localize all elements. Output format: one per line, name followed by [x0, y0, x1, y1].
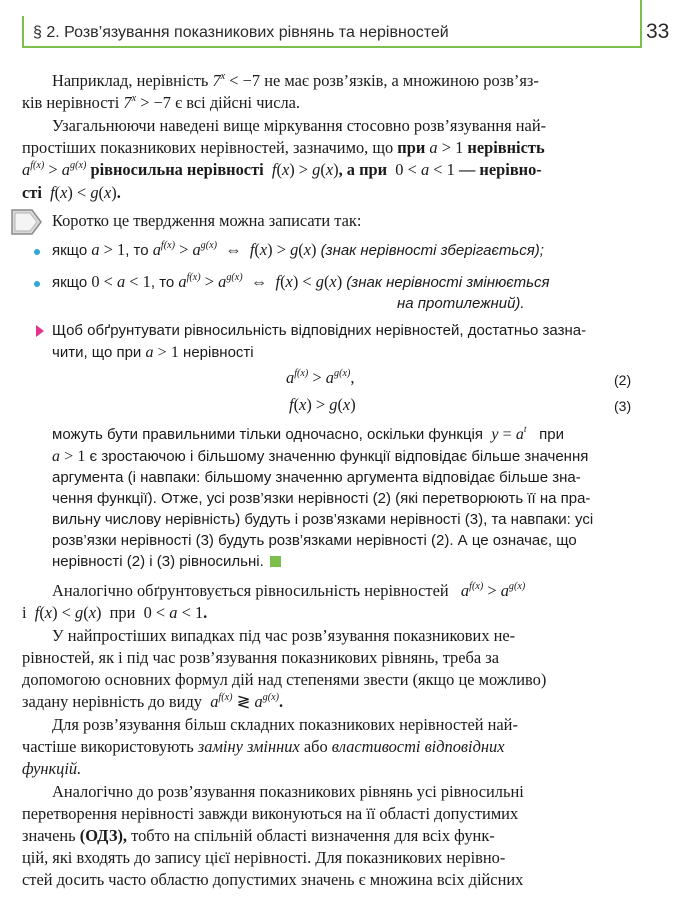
header-bottom-rule [22, 46, 640, 48]
equation-3-number: (3) [614, 398, 632, 414]
triangle-marker-icon [36, 325, 44, 337]
section-title: § 2. Розв’язування показникових рівнянь та нерівностей [33, 24, 449, 41]
proof-line-9: нерівності (2) і (3) рівносильні. [52, 553, 281, 570]
header-left-rule [22, 16, 24, 46]
equation-2: $a^{f(x)} > a^{g(x)}$, [286, 367, 355, 387]
p5-line-1: Для розв’язування більш складних показникових нерівностей най- [52, 715, 518, 734]
pointer-arrow-icon [10, 208, 44, 236]
page-number: 33 [646, 20, 670, 43]
equation-2-number: (2) [614, 372, 632, 388]
proof-line-3: можуть бути правильними тільки одночасно, оскільки функція $y = a^t$ при [52, 424, 564, 443]
p3-line-2: і f(x) < g(x) при 0 < a < 1. [22, 603, 208, 622]
header-right-rule [640, 0, 642, 48]
bullet-dot-icon [34, 281, 40, 287]
p4-line-3: допомогою основних формул дій над степенями звести (якщо це можливо) [22, 670, 547, 689]
p2-line-4: сті f(x) < g(x). [22, 183, 121, 202]
p4-line-1: У найпростіших випадках під час розв’язування показникових не- [52, 626, 516, 645]
p2-line-1: Узагальнюючи наведені вище міркування стосовно розв’язування най- [52, 116, 547, 135]
proof-line-8: розв’язки нерівності (3) будуть розв’язками нерівності (2). А це означає, що [52, 532, 577, 549]
p5-line-2: частіше використовують заміну змінних або властивості відповідних [22, 737, 505, 756]
proof-line-4: a > 1 є зростаючою і більшому значенню функції відповідає більше значення [52, 448, 589, 465]
p5-line-3: функцій. [22, 759, 82, 778]
bullet-dot-icon [34, 249, 40, 255]
p2-line-3: $a^{f(x)} > a^{g(x)}$ рівносильна нерівності f(x) > g(x), а при 0 < a < 1 — нерівно- [22, 159, 542, 179]
brief-intro: Коротко це твердження можна записати так: [52, 211, 362, 230]
p6-line-4: цій, які входять до запису цієї нерівності. Для показникових нерівно- [22, 848, 506, 867]
brief-bullet-1: якщо a > 1, то $a^{f(x)} > a^{g(x)}$ ⇔ f(x) > g(x) (знак нерівності зберігається); [52, 239, 544, 259]
p1-line-2: ків нерівності 7$^x$ > −7 є всі дійсні числа. [22, 92, 301, 112]
p4-line-2: рівностей, як і під час розв’язування показникових рівнянь, треба за [22, 648, 499, 667]
brief-bullet-2: якщо 0 < a < 1, то $a^{f(x)} > a^{g(x)}$ ⇔ f(x) < g(x) (знак нерівності змінюється [52, 271, 550, 291]
proof-line-5: аргумента (і навпаки: більшому значенню аргумента відповідає більше зна- [52, 469, 581, 486]
p6-line-5: стей досить часто областю допустимих значень є множина всіх дійсних [22, 870, 524, 889]
proof-line-6: чення функції). Отже, усі розв’язки нерівності (2) (які перетворюють її на пра- [52, 490, 591, 507]
p6-line-2: перетворення нерівності завжди виконуються на її області допустимих [22, 804, 519, 823]
p1-line-1: Наприклад, нерівність 7$^x$ < −7 не має розв’язків, а множиною розв’яз- [52, 70, 539, 90]
p2-line-2: простіших показникових нерівностей, зазначимо, що при a > 1 нерівність [22, 138, 545, 157]
p3-line-1: Аналогічно обґрунтовується рівносильність нерівностей $a^{f(x)} > a^{g(x)}$ [52, 580, 526, 600]
end-of-proof-square-icon [270, 556, 281, 567]
proof-line-7: вильну числову нерівність) будуть і розв’язками нерівності (3), та навпаки: усі [52, 511, 594, 528]
proof-line-2: чити, що при a > 1 нерівності [52, 344, 254, 361]
p4-line-4: задану нерівність до виду $a^{f(x)}$ ≷ $a^{g(x)}$. [22, 691, 284, 711]
brief-bullet-2-note: на протилежний). [397, 295, 525, 312]
p6-line-1: Аналогічно до розв’язування показникових рівнянь усі рівносильні [52, 782, 524, 801]
p6-line-3: значень (ОДЗ), тобто на спільній області визначення для всіх функ- [22, 826, 495, 845]
proof-line-1: Щоб обґрунтувати рівносильність відповідних нерівностей, достатньо зазна- [52, 322, 587, 339]
equation-3: f(x) > g(x) [289, 395, 356, 414]
